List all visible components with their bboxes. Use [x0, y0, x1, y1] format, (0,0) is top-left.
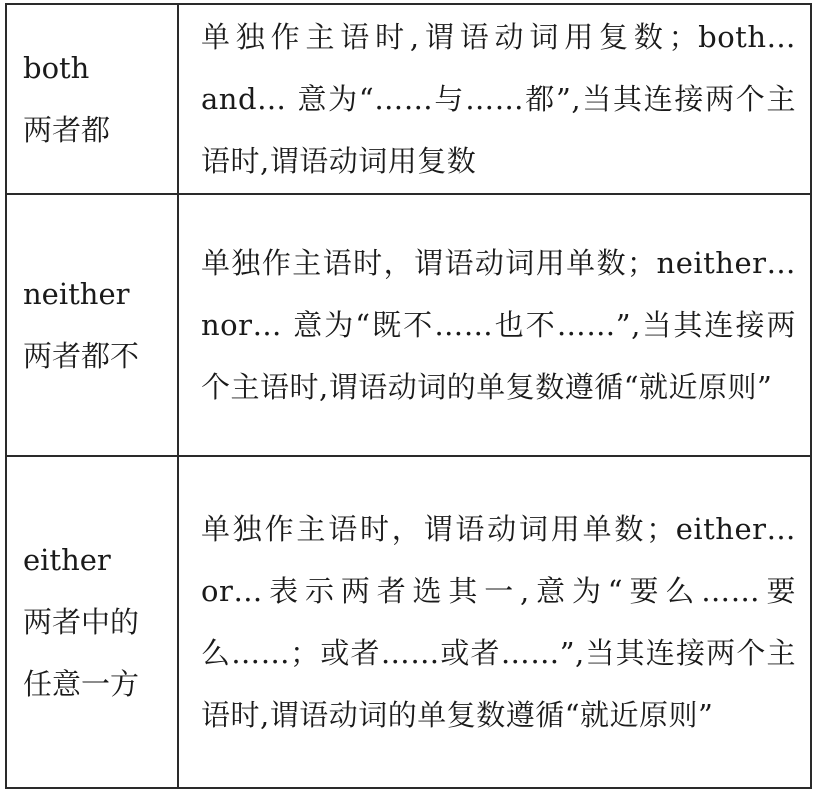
- grammar-table: [5, 3, 812, 789]
- term-meaning: 两者都不: [23, 339, 140, 373]
- term-cell: [6, 4, 178, 194]
- term-meaning: 两者中的任意一方: [23, 605, 140, 701]
- term-word: either: [23, 543, 111, 577]
- usage-cell: 单独作主语时,谓语动词用复数；both… and… 意为“……与……都”,当其连接两个主语时,谓语动词用复数: [178, 4, 811, 194]
- term-cell: [6, 456, 178, 788]
- usage-cell: 单独作主语时，谓语动词用单数；neither… nor… 意为“既不……也不……”,当其连接两个主语时,谓语动词的单复数遵循“就近原则”: [178, 194, 811, 456]
- usage-cell: 单独作主语时，谓语动词用单数；either…or…表示两者选其一,意为“要么……要么……；或者……或者……”,当其连接两个主语时,谓语动词的单复数遵循“就近原则”: [178, 456, 811, 788]
- table-row: [6, 456, 811, 788]
- term-word: neither: [23, 277, 130, 311]
- table-row: [6, 4, 811, 194]
- term-cell: [6, 194, 178, 456]
- table-row: [6, 194, 811, 456]
- term-meaning: 两者都: [23, 113, 111, 147]
- term-word: both: [23, 51, 90, 85]
